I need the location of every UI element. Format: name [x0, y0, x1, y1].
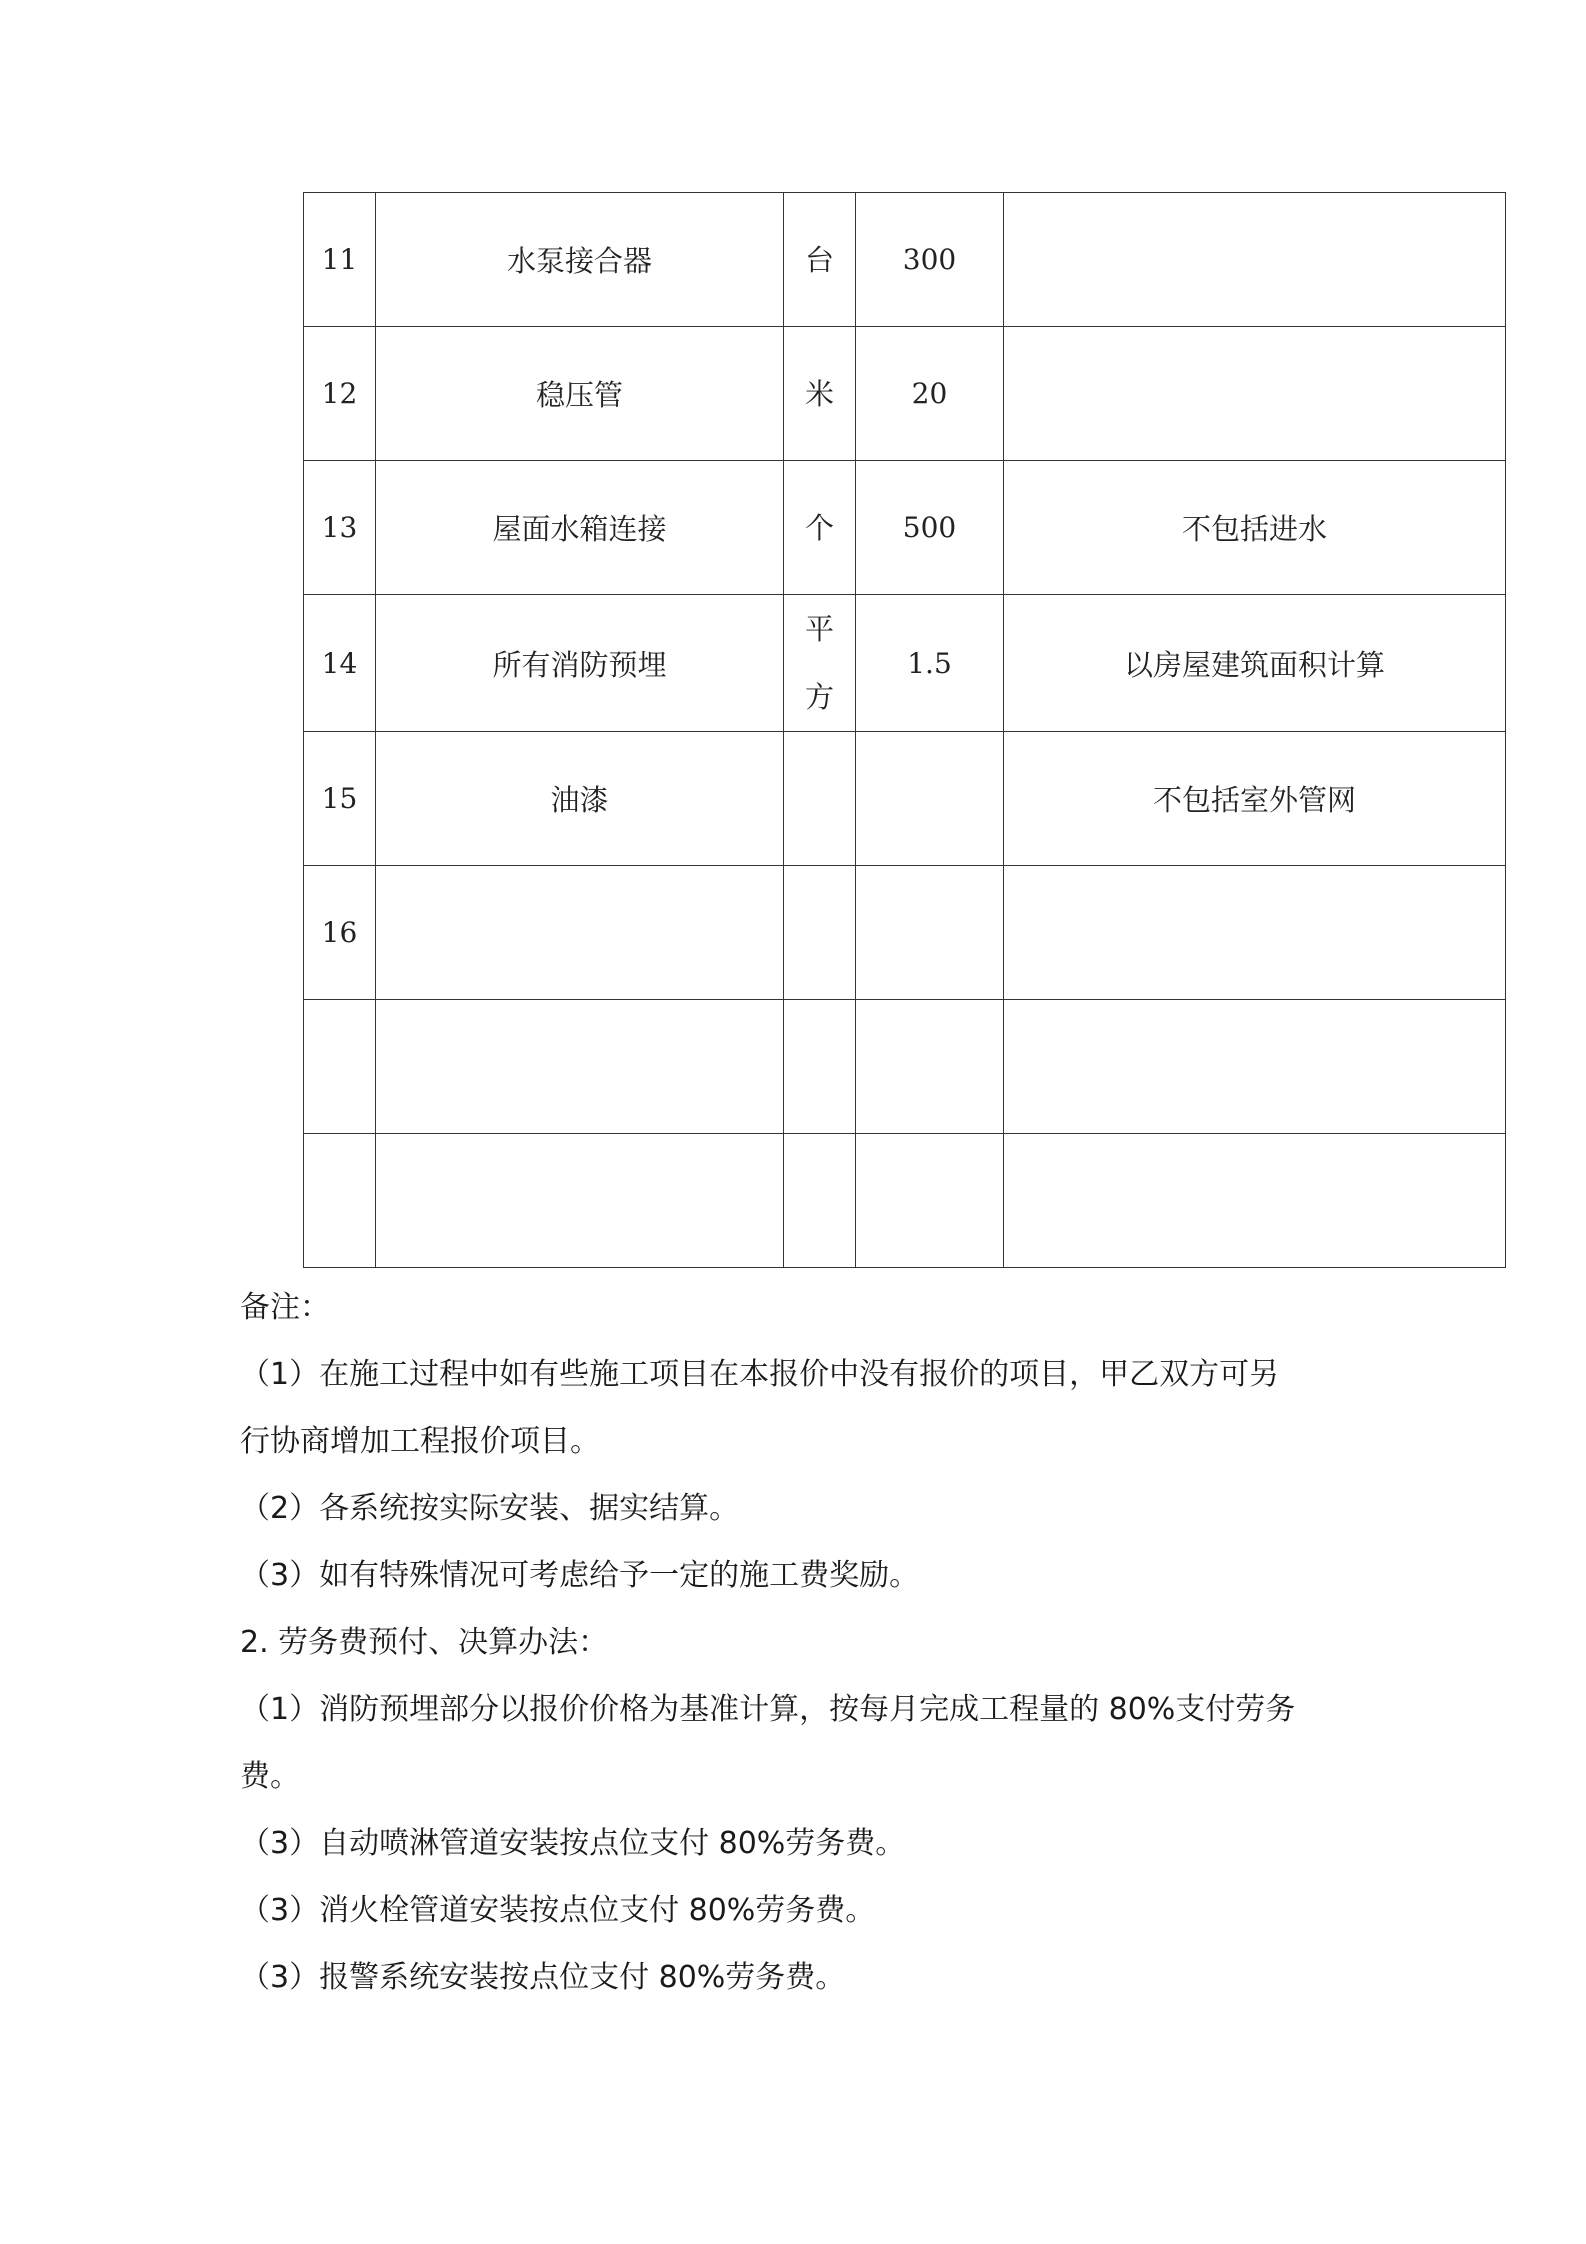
item-unit — [784, 327, 856, 461]
item-unit-text: 平方 — [804, 612, 834, 714]
item-number — [304, 1134, 376, 1268]
note-item-1: （1）在施工过程中如有些施工项目在本报价中没有报价的项目，甲乙双方可另 — [240, 1357, 1280, 1392]
payment-item-1-continued: 费。 — [240, 1759, 300, 1794]
item-number: 15 — [304, 732, 376, 866]
table-row — [304, 732, 1506, 866]
item-price: 20 — [856, 327, 1004, 461]
item-unit — [784, 1000, 856, 1134]
item-name: 稳压管 — [376, 327, 784, 461]
item-unit — [784, 1134, 856, 1268]
table-row — [304, 193, 1506, 327]
item-unit — [784, 595, 856, 732]
table-row — [304, 1000, 1506, 1134]
item-remark — [1004, 327, 1506, 461]
table-row — [304, 461, 1506, 595]
item-unit — [784, 866, 856, 1000]
item-number: 11 — [304, 193, 376, 327]
item-price: 1.5 — [856, 595, 1004, 732]
quote-table — [303, 192, 1506, 1268]
item-name — [376, 1000, 784, 1134]
item-unit-text: 米 — [804, 376, 834, 411]
item-unit-text: 个 — [804, 510, 834, 545]
item-number: 14 — [304, 595, 376, 732]
table-row — [304, 1134, 1506, 1268]
item-price — [856, 732, 1004, 866]
item-remark: 不包括进水 — [1004, 461, 1506, 595]
item-number — [304, 1000, 376, 1134]
item-remark — [1004, 866, 1506, 1000]
payment-heading: 2. 劳务费预付、决算办法： — [240, 1625, 609, 1660]
item-price: 300 — [856, 193, 1004, 327]
item-remark: 不包括室外管网 — [1004, 732, 1506, 866]
table-row — [304, 866, 1506, 1000]
table-row — [304, 595, 1506, 732]
item-name: 水泵接合器 — [376, 193, 784, 327]
item-name — [376, 866, 784, 1000]
item-name — [376, 1134, 784, 1268]
payment-item-1: （1）消防预埋部分以报价价格为基准计算，按每月完成工程量的 80%支付劳务 — [240, 1692, 1296, 1727]
item-remark: 以房屋建筑面积计算 — [1004, 595, 1506, 732]
item-name: 所有消防预埋 — [376, 595, 784, 732]
item-name: 屋面水箱连接 — [376, 461, 784, 595]
table-row — [304, 327, 1506, 461]
item-unit — [784, 193, 856, 327]
payment-item-2: （3）自动喷淋管道安装按点位支付 80%劳务费。 — [240, 1826, 906, 1861]
item-price — [856, 866, 1004, 1000]
item-price — [856, 1134, 1004, 1268]
note-item-2: （2）各系统按实际安装、据实结算。 — [240, 1491, 740, 1526]
item-name: 油漆 — [376, 732, 784, 866]
item-remark — [1004, 193, 1506, 327]
item-price: 500 — [856, 461, 1004, 595]
item-unit-text: 台 — [804, 242, 834, 277]
item-remark — [1004, 1134, 1506, 1268]
item-number: 12 — [304, 327, 376, 461]
item-unit — [784, 461, 856, 595]
payment-item-4: （3）报警系统安装按点位支付 80%劳务费。 — [240, 1960, 846, 1995]
notes-heading: 备注： — [240, 1290, 330, 1325]
item-price — [856, 1000, 1004, 1134]
item-remark — [1004, 1000, 1506, 1134]
item-unit — [784, 732, 856, 866]
note-item-3: （3）如有特殊情况可考虑给予一定的施工费奖励。 — [240, 1558, 920, 1593]
item-number: 13 — [304, 461, 376, 595]
item-number: 16 — [304, 866, 376, 1000]
note-item-1-continued: 行协商增加工程报价项目。 — [240, 1424, 600, 1459]
payment-item-3: （3）消火栓管道安装按点位支付 80%劳务费。 — [240, 1893, 876, 1928]
